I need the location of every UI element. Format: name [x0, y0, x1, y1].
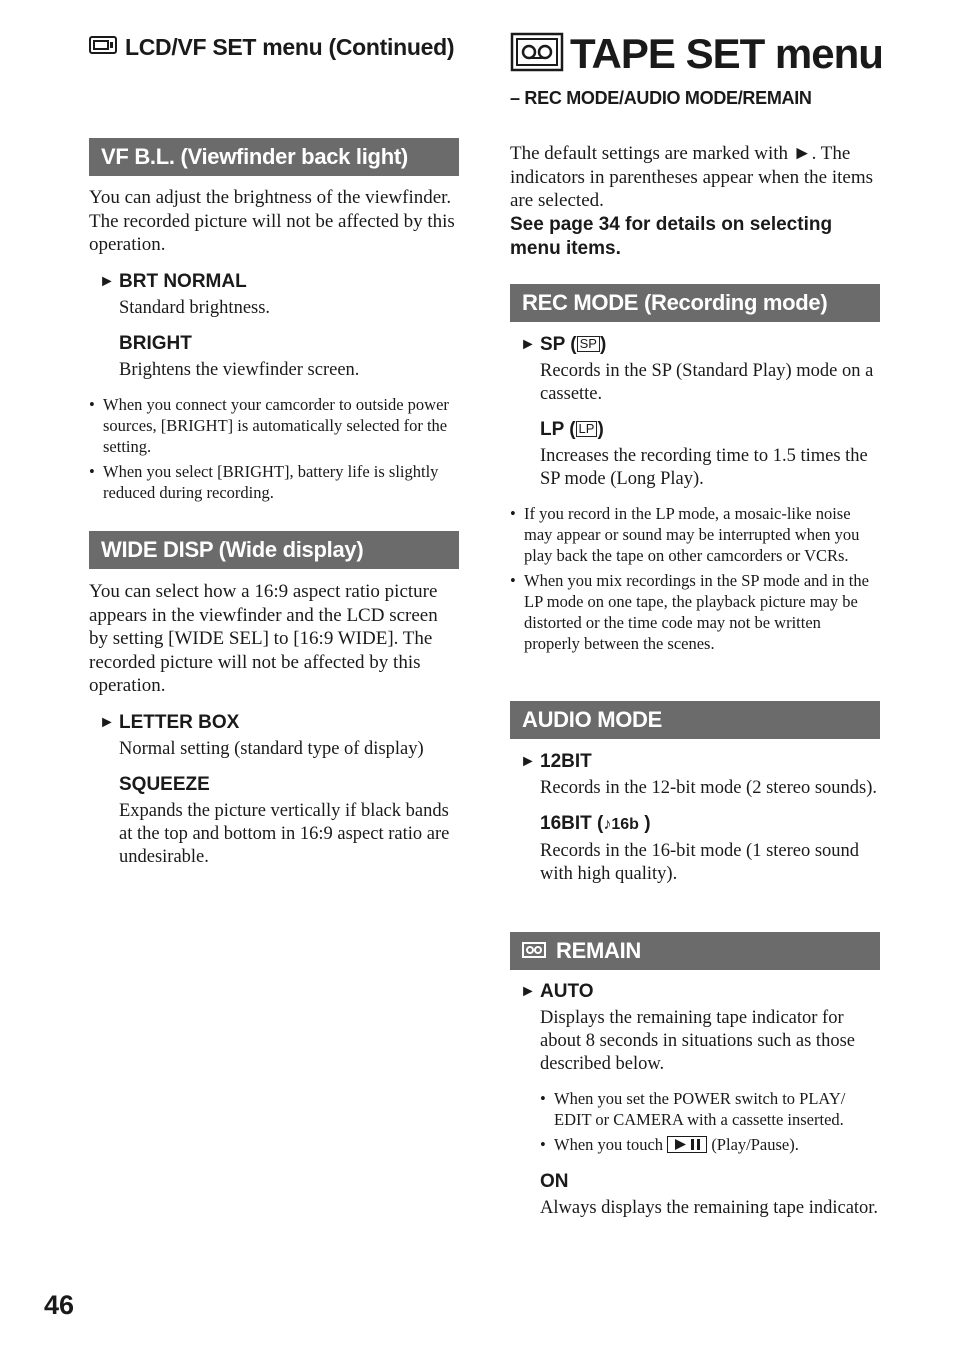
widedisp-intro: You can select how a 16:9 aspect ratio picture appears in the viewfinder and the LCD screen by setting [WIDE SEL] to [16:9 WIDE]. The recorded picture will not be affected by this operation.: [89, 581, 438, 696]
option-12bit-desc: Records in the 12-bit mode (2 stereo sounds).: [540, 778, 878, 798]
recmode-notes: [510, 503, 880, 654]
audiomode-heading: [510, 701, 880, 739]
recmode-heading-text: REC MODE (Recording mode): [522, 290, 828, 315]
default-marker-icon: ►: [520, 983, 536, 1000]
note-item: • When you mix recordings in the SP mode and in the LP mode on one tape, the playback picture may be distorted or the time code may not be written properly between the scenes.: [510, 570, 880, 654]
recmode-heading: [510, 284, 880, 322]
vfbl-notes: [89, 394, 459, 503]
tape-cassette-icon: [522, 932, 546, 970]
page-subtitle: – REC MODE/AUDIO MODE/REMAIN: [510, 88, 812, 108]
option-letter-box: ► LETTER BOX: [99, 711, 240, 733]
default-marker-icon: ►: [99, 272, 115, 290]
option-on-desc: Always displays the remaining tape indicator.: [540, 1198, 879, 1218]
audiomode-heading-text: AUDIO MODE: [522, 707, 663, 732]
note-item: • If you record in the LP mode, a mosaic-like noise may appear or sound may be interrupted when you play back the tape on other camcorders or VCRs.: [510, 503, 880, 566]
note-item: • When you set the POWER switch to PLAY/ EDIT or CAMERA with a cassette inserted.: [540, 1088, 880, 1130]
play-pause-icon: [667, 1136, 707, 1158]
sp-indicator-icon: SP: [577, 336, 600, 352]
page-number: 46: [44, 1290, 75, 1320]
option-16bit-desc: Records in the 16-bit mode (1 stereo sound with high quality).: [540, 841, 860, 884]
recmode-content: [510, 333, 880, 658]
vfbl-intro: You can adjust the brightness of the viewfinder. The recorded picture will not be affected by this operation.: [89, 187, 455, 255]
option-bright-desc: Brightens the viewfinder screen.: [119, 359, 360, 380]
option-lp-desc: Increases the recording time to 1.5 times the SP mode (Long Play).: [540, 446, 868, 489]
note-item: • When you connect your camcorder to outside power sources, [BRIGHT] is automatically selected for the setting.: [89, 394, 459, 457]
section-header-text: LCD/VF SET menu (Continued): [125, 34, 455, 60]
option-lp: LP ( LP ): [540, 419, 604, 440]
remain-heading-text: REMAIN: [556, 938, 641, 963]
remain-notes: [540, 1088, 880, 1158]
note-item: • When you select [BRIGHT], battery life is slightly reduced during recording.: [89, 461, 459, 503]
16bit-indicator-icon: ♪16b: [603, 816, 639, 833]
remain-heading: [510, 932, 880, 970]
widedisp-content: [89, 580, 459, 869]
option-sp-desc: Records in the SP (Standard Play) mode on a cassette.: [540, 361, 874, 404]
note-item-touch: • When you touch (Play/Pause).: [540, 1134, 880, 1158]
option-12bit: ► 12BIT: [520, 751, 592, 772]
option-on: ON: [540, 1171, 569, 1192]
option-sp: ► SP ( SP ): [520, 334, 607, 355]
option-squeeze-desc: Expands the picture vertically if black bands at the top and bottom in 16:9 aspect ratio are undesirable.: [119, 800, 450, 867]
vfbl-content: [89, 186, 459, 507]
option-brt-normal: ► BRT NORMAL: [99, 270, 247, 292]
widedisp-heading-text: WIDE DISP (Wide display): [101, 537, 364, 562]
default-marker-icon: ►: [520, 336, 536, 353]
default-marker-icon: ►: [520, 753, 536, 770]
option-letter-box-desc: Normal setting (standard type of display): [119, 738, 424, 759]
option-16bit: 16BIT (♪16b ): [540, 813, 651, 834]
option-auto: ► AUTO: [520, 981, 594, 1002]
section-header-lcd-vf: [89, 34, 454, 61]
page-title: [510, 30, 883, 78]
option-bright: BRIGHT: [119, 332, 192, 354]
intro-see-page: See page 34 for details on selecting menu items.: [510, 213, 833, 259]
vfbl-heading: [89, 138, 459, 176]
option-squeeze: SQUEEZE: [119, 773, 210, 795]
remain-content: [510, 980, 880, 1220]
option-brt-normal-desc: Standard brightness.: [119, 297, 271, 318]
intro-block: [510, 142, 880, 261]
vfbl-heading-text: VF B.L. (Viewfinder back light): [101, 144, 408, 169]
widedisp-heading: [89, 531, 459, 569]
page-title-text: TAPE SET menu: [570, 30, 883, 77]
default-marker-icon: ►: [99, 713, 115, 731]
lcd-vf-menu-icon: [89, 34, 117, 61]
lp-indicator-icon: LP: [576, 421, 598, 437]
tape-cassette-icon: [510, 32, 564, 77]
intro-text: The default settings are marked with ►. The indicators in parentheses appear when the items are selected.: [510, 143, 873, 211]
audiomode-content: [510, 750, 880, 886]
option-auto-desc: Displays the remaining tape indicator for about 8 seconds in situations such as those described below.: [540, 1008, 855, 1074]
